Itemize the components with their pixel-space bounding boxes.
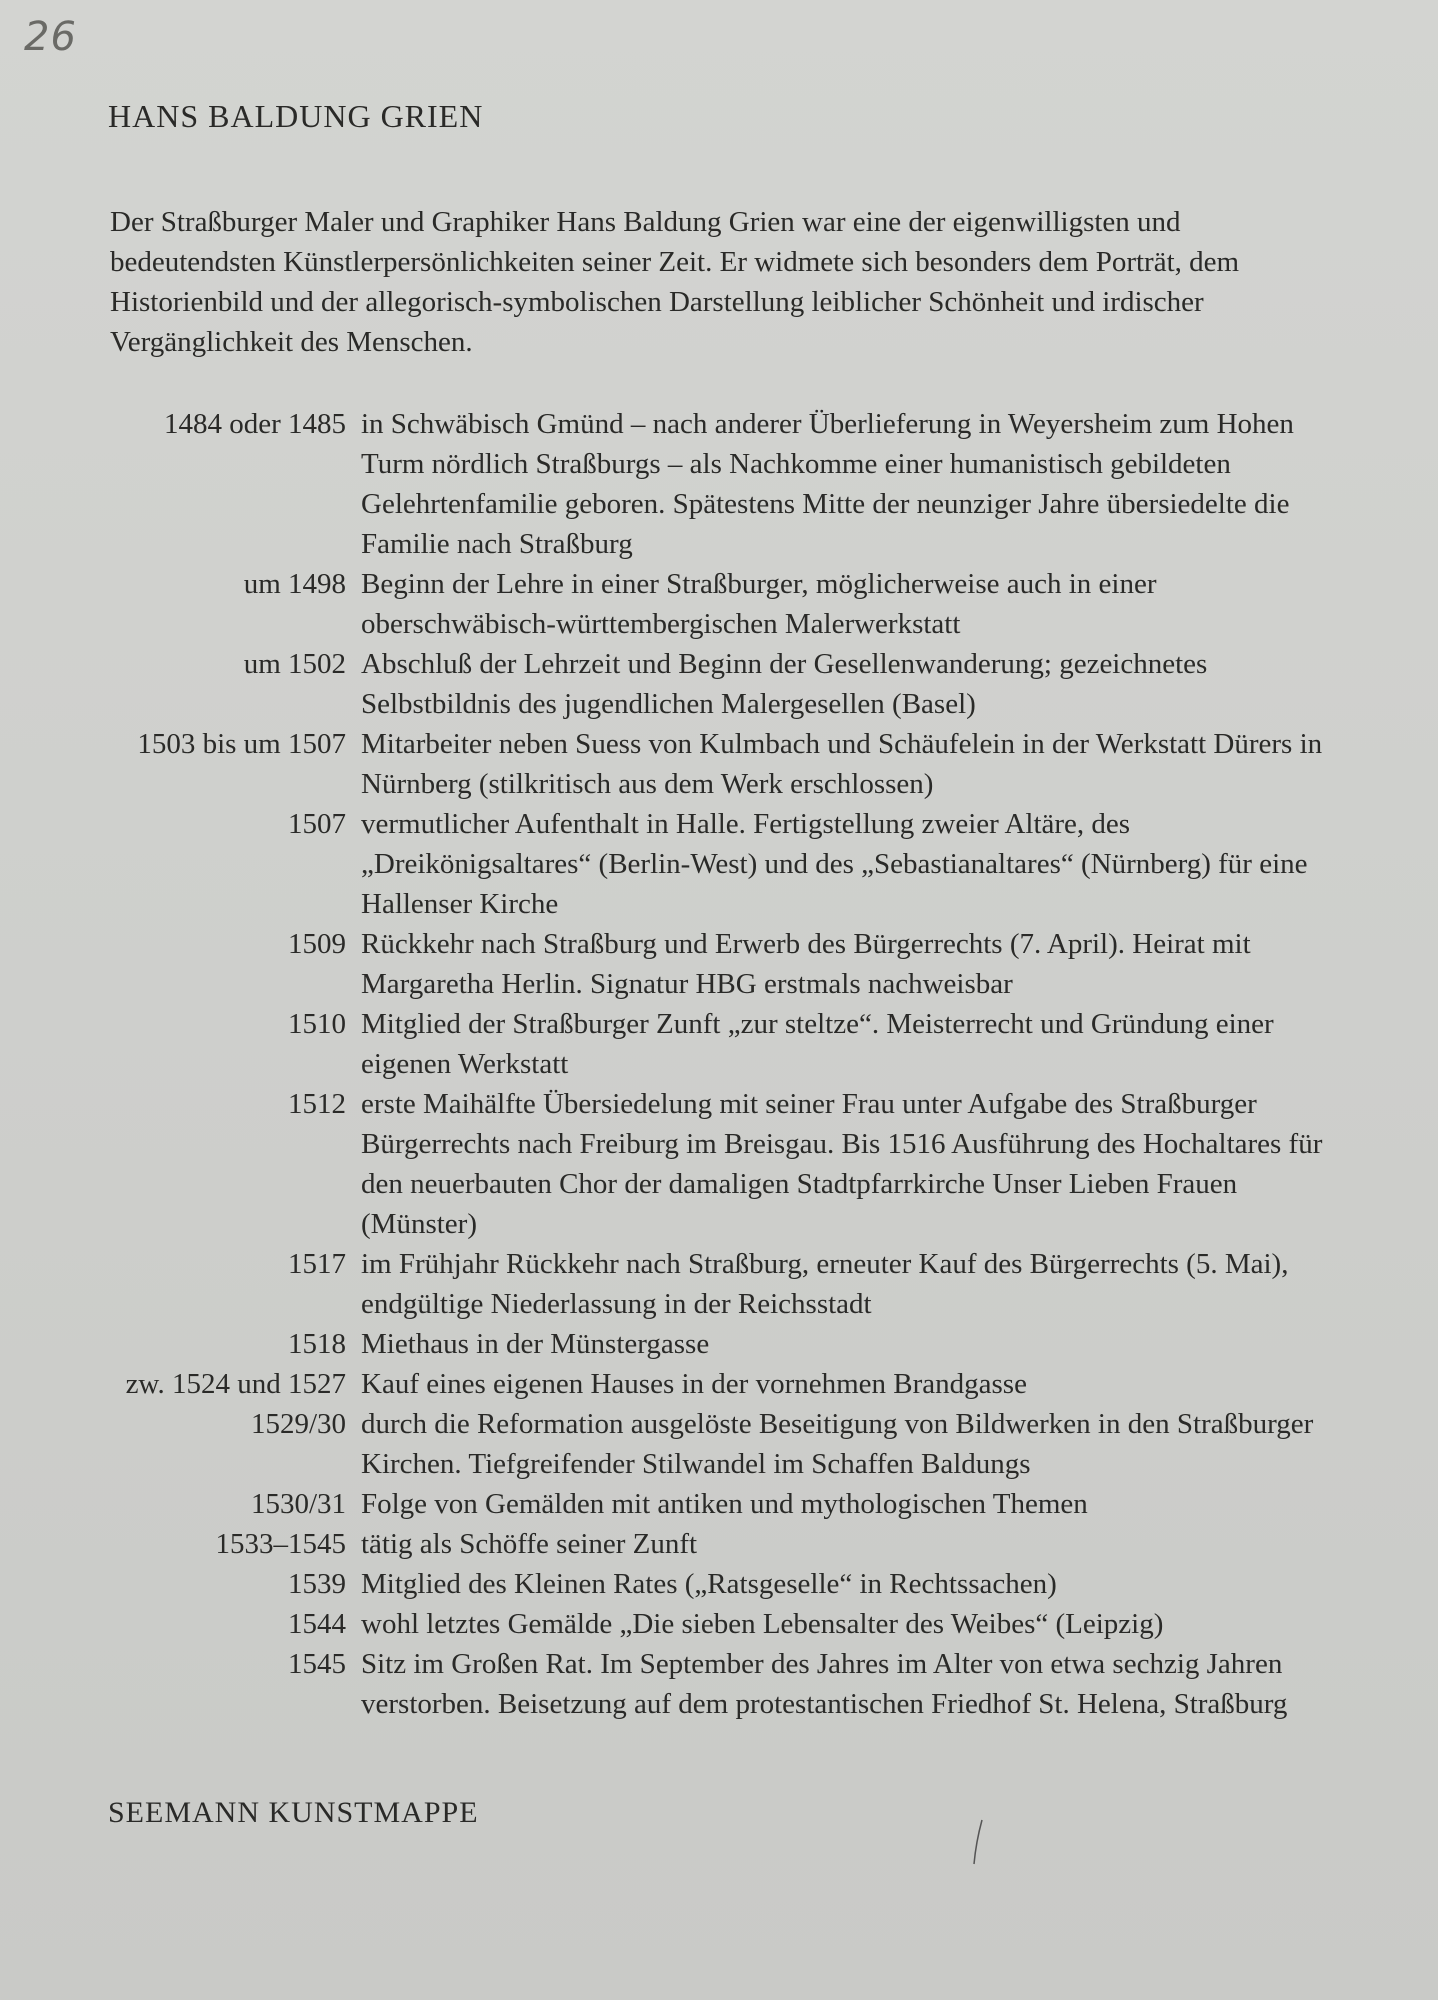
entry-text: Miethaus in der Münstergasse (361, 1328, 710, 1360)
entry-date: 1503 bis um 1507 (137, 728, 346, 760)
entry-date: 1512 (288, 1088, 346, 1120)
entry-text: Folge von Gemälden mit antiken und mythologischen Themen (361, 1488, 1088, 1520)
chronology-entry (100, 724, 1350, 804)
entry-text: Kauf eines eigenen Hauses in der vornehmen Brandgasse (361, 1368, 1027, 1400)
chronology-entry (100, 1404, 1350, 1484)
entry-text: tätig als Schöffe seiner Zunft (361, 1528, 698, 1560)
chronology-entry (100, 564, 1350, 644)
entry-date: 1530/31 (250, 1488, 346, 1520)
entry-text: im Frühjahr Rückkehr nach Straßburg, erneuter Kauf des Bürgerrechts (5. Mai), endgültige Niederlassung in der Reichsstadt (361, 1248, 1289, 1320)
chronology-entry (100, 404, 1350, 564)
page-title: HANS BALDUNG GRIEN (108, 98, 484, 134)
chronology-entry (100, 1084, 1350, 1244)
pen-mark (968, 1818, 988, 1868)
entry-text: Rückkehr nach Straßburg und Erwerb des Bürgerrechts (7. April). Heirat mit Margaretha Herlin. Signatur HBG erstmals nachweisbar (361, 928, 1251, 1000)
entry-date: 1509 (288, 928, 346, 960)
intro-paragraph: Der Straßburger Maler und Graphiker Hans Baldung Grien war eine der eigenwilligsten und bedeutendsten Künstlerpersönlichkeiten seiner Zeit. Er widmete sich besonders dem Porträt, dem Historienbild und der allegorisch-symbolischen Darstellung leiblicher Schönheit und irdischer Vergänglichkeit des Menschen. (110, 206, 1240, 358)
chronology-entry (100, 1364, 1350, 1404)
entry-date: 1518 (288, 1328, 346, 1360)
chronology-entry (100, 1324, 1350, 1364)
entry-date: 1539 (288, 1568, 346, 1600)
chronology-entry (100, 1524, 1350, 1564)
chronology-entry (100, 1484, 1350, 1524)
entry-text: erste Maihälfte Übersiedelung mit seiner Frau unter Aufgabe des Straßburger Bürgerrechts nach Freiburg im Breisgau. Bis 1516 Ausführung des Hochaltares für den neuerbauten Chor der damaligen Stadtpfarrkirche Unser Lieben Frauen (Münster) (361, 1088, 1323, 1240)
entry-text: vermutlicher Aufenthalt in Halle. Fertigstellung zweier Altäre, des „Dreikönigsaltares“ (Berlin-West) und des „Sebastianaltares“ (Nürnberg) für eine Hallenser Kirche (361, 808, 1308, 920)
entry-text: Abschluß der Lehrzeit und Beginn der Gesellenwanderung; gezeichnetes Selbstbildnis des jugendlichen Malergesellen (Basel) (361, 648, 1208, 720)
entry-text: Beginn der Lehre in einer Straßburger, möglicherweise auch in einer oberschwäbisch-württembergischen Malerwerkstatt (361, 568, 1157, 640)
chronology-entry (100, 1004, 1350, 1084)
entry-date: 1507 (288, 808, 346, 840)
entry-text: Mitarbeiter neben Suess von Kulmbach und Schäufelein in der Werkstatt Dürers in Nürnberg (stilkritisch aus dem Werk erschlossen) (361, 728, 1323, 800)
entry-date: 1517 (288, 1248, 346, 1280)
pencil-note: 26 (24, 14, 77, 60)
entry-date: 1529/30 (250, 1408, 346, 1440)
chronology-entry (100, 644, 1350, 724)
entry-text: Mitglied des Kleinen Rates („Ratsgeselle“ in Rechtssachen) (361, 1568, 1057, 1600)
entry-date: 1484 oder 1485 (163, 408, 346, 440)
entry-text: in Schwäbisch Gmünd – nach anderer Überlieferung in Weyersheim zum Hohen Turm nördlich Straßburgs – als Nachkomme einer humanistisch gebildeten Gelehrtenfamilie geboren. Spätestens Mitte der neunziger Jahre übersiedelte die Familie nach Straßburg (361, 408, 1294, 560)
publisher-footer: SEEMANN KUNSTMAPPE (108, 1796, 479, 1829)
entry-date: 1510 (288, 1008, 346, 1040)
entry-date: 1544 (288, 1608, 346, 1640)
entry-date: um 1502 (243, 648, 346, 680)
chronology-entry (100, 804, 1350, 924)
entry-text: Sitz im Großen Rat. Im September des Jahres im Alter von etwa sechzig Jahren verstorben. Beisetzung auf dem protestantischen Friedhof St. Helena, Straßburg (361, 1648, 1288, 1720)
chronology-entry (100, 924, 1350, 1004)
chronology-list (100, 404, 1350, 1724)
entry-text: Mitglied der Straßburger Zunft „zur steltze“. Meisterrecht und Gründung einer eigenen Werkstatt (361, 1008, 1274, 1080)
entry-text: durch die Reformation ausgelöste Beseitigung von Bildwerken in den Straßburger Kirchen. Tiefgreifender Stilwandel im Schaffen Baldungs (361, 1408, 1314, 1480)
chronology-entry (100, 1564, 1350, 1604)
chronology-entry (100, 1644, 1350, 1724)
chronology-entry (100, 1244, 1350, 1324)
entry-date: um 1498 (243, 568, 346, 600)
entry-date: 1533–1545 (215, 1528, 346, 1560)
chronology-entry (100, 1604, 1350, 1644)
entry-date: 1545 (288, 1648, 346, 1680)
entry-text: wohl letztes Gemälde „Die sieben Lebensalter des Weibes“ (Leipzig) (361, 1608, 1164, 1640)
entry-date: zw. 1524 und 1527 (125, 1368, 346, 1400)
